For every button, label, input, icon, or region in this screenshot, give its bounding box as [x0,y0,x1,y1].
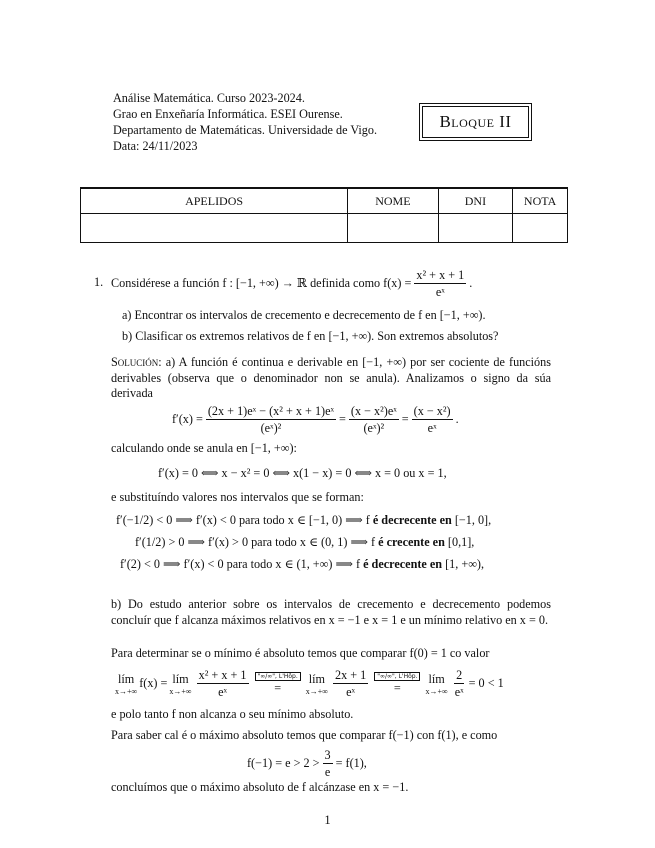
col-dni: DNI [438,188,513,214]
function-den: eˣ [435,285,445,299]
student-id-table [80,187,568,243]
cell-nome[interactable] [348,214,439,243]
lim-fx: f(x) = [139,676,168,690]
row3-interval: [1, +∞), [445,557,485,571]
statement-text: Considérese a función f : [−1, +∞) → ℝ definida como f(x) = [111,276,412,290]
limit-equation: lím x→+∞ f(x) = lím x→+∞ $\frac{\text{x² + x + 1}}{\text{eˣ}}$ "∞/∞", L'Hôp. = lím x→+∞ $\frac{2x + 1}{\text{eˣ}}$ "∞/∞", L'Hôp. = lím x→+∞ $\frac{2}{\text{eˣ}}$ = 0 < 1 [115,668,504,699]
max-den: e [324,765,331,779]
zero-intro: calculando onde se anula en [−1, +∞): [111,441,297,455]
lim-word-4: lím [428,671,445,686]
cell-dni[interactable] [438,214,513,243]
cell-nota[interactable] [513,214,568,243]
col-nota: NOTA [513,188,568,214]
deriv-den-1: (eˣ)² [260,421,282,435]
max-rhs: = f(1), [335,756,367,770]
lim-den-2: eˣ [346,685,356,699]
row2-condition: f′(1/2) > 0 ⟹ f′(x) > 0 para todo x ∈ (0, 1) ⟹ f [135,535,376,549]
deriv-num-1: (2x + 1)eˣ − (x² + x + 1)eˣ [207,404,335,418]
absmax-intro: Para saber cal é o máximo absoluto temos que comparar f(−1) con f(1), e como [111,728,498,742]
derivative-lhs: f′(x) = [172,412,203,426]
solution-label: Solución: [111,355,162,369]
lim-sub-3: x→+∞ [305,686,328,696]
problem-statement: Considérese a función f : [−1, +∞) → ℝ definida como f(x) = $\frac{\text{x² + x + 1}}{\text{eˣ}}$ . [111,268,473,299]
row3-result: é decrecente en [363,557,443,571]
header-date: Data: 24/11/2023 [113,139,198,153]
interval-row-3 [120,557,484,573]
lim-result: = 0 < 1 [468,676,504,690]
problem-number: 1. [94,275,104,289]
solution-intro [111,355,551,402]
row1-result: é decrecente en [372,513,452,527]
solution-part-a: a) A función é continua e derivable en [−1, +∞) por ser cociente de funcións derivables (observa que o denominador non se anula). Analizamos o signo da súa derivada [111,355,551,401]
row1-interval: [−1, 0], [454,513,492,527]
header-degree: Grao en Enxeñaría Informática. ESEI Ourense. [113,107,343,121]
block-label-box [422,106,529,138]
function-num: x² + x + 1 [416,268,465,282]
absmin-intro: Para determinar se o mínimo é absoluto temos que comparar f(0) = 1 co valor [111,646,490,660]
row3-condition: f′(2) < 0 ⟹ f′(x) < 0 para todo x ∈ (1, +∞) ⟹ f [120,557,361,571]
solution-part-b: b) Do estudo anterior sobre os intervalos de crecemento e decrecemento podemos concluír que f alcanza máximos relativos en x = −1 e x = 1 e un mínimo relativo en x = 0. [111,597,551,627]
max-num: 3 [324,748,331,762]
lhopital-box-1: "∞/∞", L'Hôp. [255,672,301,681]
max-comparison [247,748,367,779]
header-department: Departamento de Matemáticas. Universidade de Vigo. [113,123,378,137]
deriv-den-3: eˣ [427,421,437,435]
absmin-conclusion: e polo tanto f non alcanza o seu mínimo absoluto. [111,707,354,721]
row2-result: é crecente en [378,535,445,549]
lim-word-2: lím [172,671,189,686]
lhopital-box-2: "∞/∞", L'Hôp. [374,672,420,681]
lim-num-1: x² + x + 1 [198,668,247,682]
deriv-num-3: (x − x²) [413,404,451,418]
lim-num-3: 2 [456,668,463,682]
item-a: a) Encontrar os intervalos de crecemento e decrecemento de f en [−1, +∞). [122,308,486,322]
max-lhs: f(−1) = e > 2 > [247,756,320,770]
col-apelidos: APELIDOS [81,188,348,214]
deriv-num-2: (x − x²)eˣ [350,404,397,418]
lim-sub-4: x→+∞ [425,686,448,696]
final-conclusion: concluímos que o máximo absoluto de f alcánzase en x = −1. [111,780,409,794]
row2-interval: [0,1], [447,535,475,549]
block-label: Bloque II [439,112,512,131]
lim-sub-2: x→+∞ [169,686,192,696]
derivative-equation: f′(x) = $\frac{\text{(2x + 1)eˣ − (x² + x + 1)eˣ}}{\text{(eˣ)²}}$ = $\frac{\text{(x − x²)eˣ}}{\text{(eˣ)²}}$ = $\frac{\text{(x − x²)}}{\text{eˣ}}$ . [172,404,459,435]
page-number: 1 [324,813,331,827]
function-fraction [414,268,466,299]
lim-word-3: lím [308,671,325,686]
row1-condition: f′(−1/2) < 0 ⟹ f′(x) < 0 para todo x ∈ [−1, 0) ⟹ f [116,513,370,527]
col-nome: NOME [348,188,439,214]
lim-den-1: eˣ [218,685,228,699]
item-b: b) Clasificar os extremos relativos de f en [−1, +∞). Son extremos absolutos? [122,329,499,343]
lim-den-3: eˣ [454,685,464,699]
lim-sub-1: x→+∞ [115,686,138,696]
subst-intro: e substituíndo valores nos intervalos que se forman: [111,490,364,504]
lim-word-1: lím [117,671,135,686]
interval-row-1 [116,513,491,529]
zero-equation: f′(x) = 0 ⟺ x − x² = 0 ⟺ x(1 − x) = 0 ⟺ x = 0 ou x = 1, [158,466,447,480]
cell-apelidos[interactable] [81,214,348,243]
lim-num-2: 2x + 1 [334,668,367,682]
interval-row-2 [135,535,474,551]
header-course: Análise Matemática. Curso 2023-2024. [113,91,305,105]
deriv-den-2: (eˣ)² [363,421,385,435]
